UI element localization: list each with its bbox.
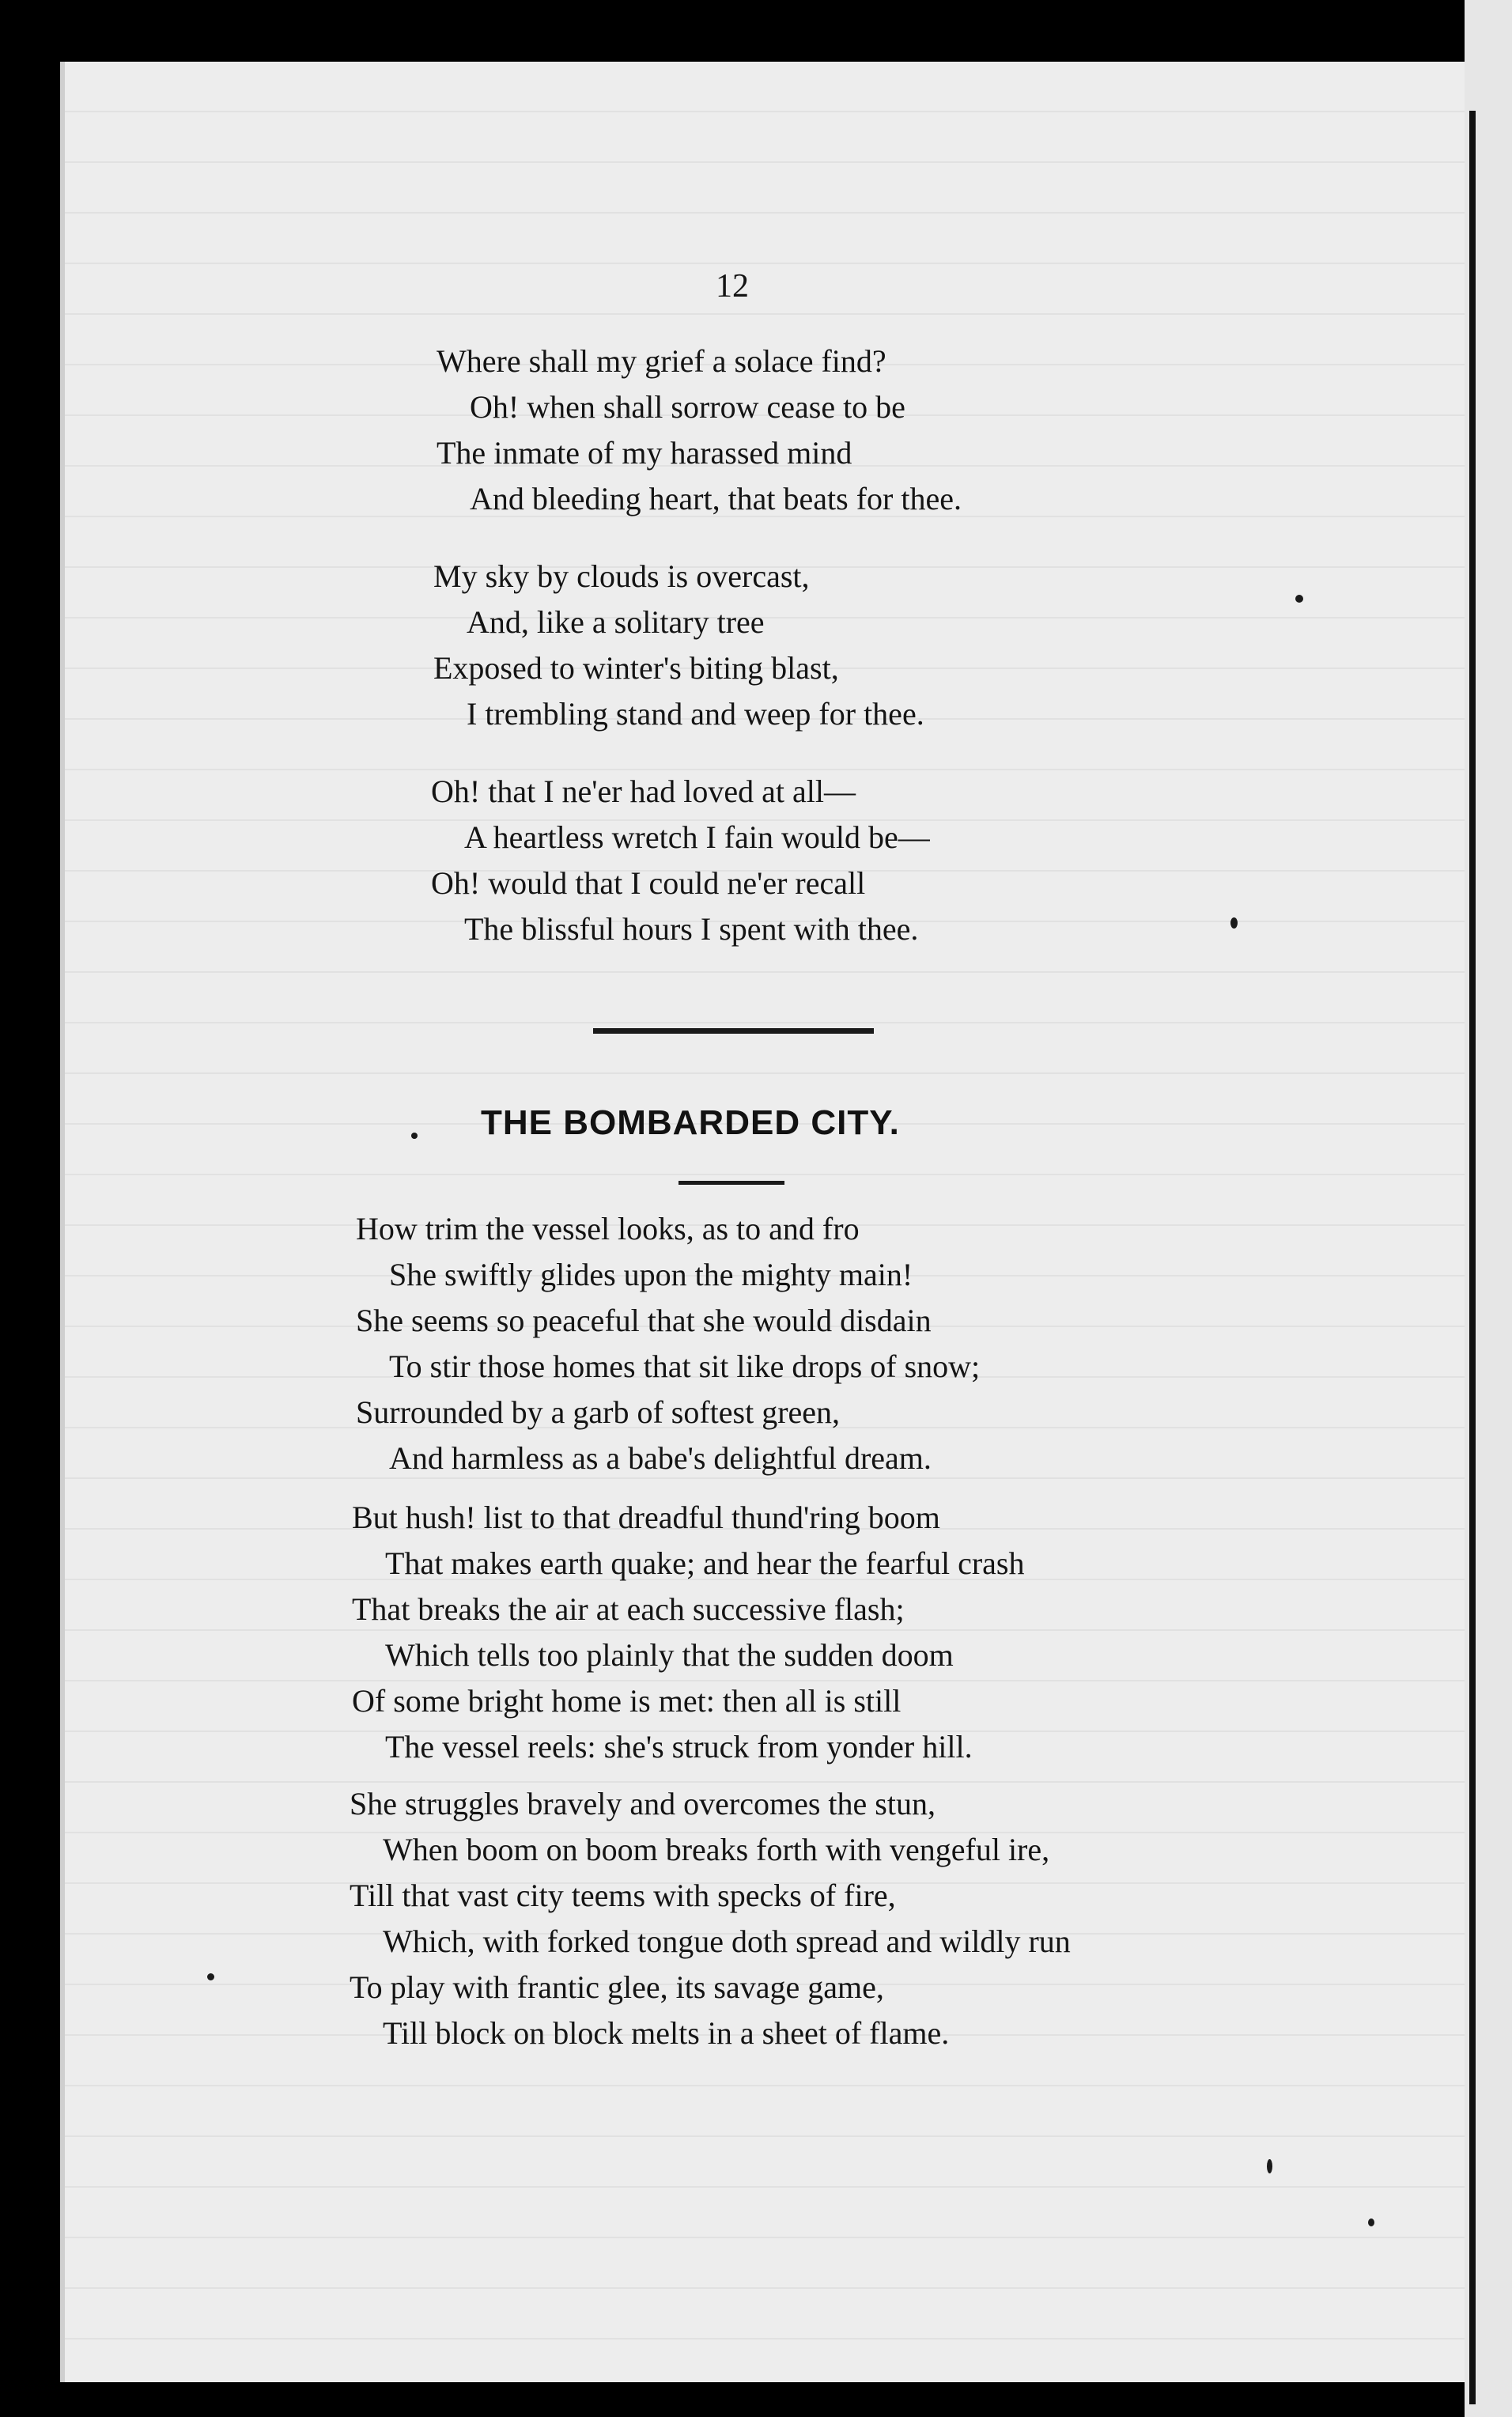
poem-line: But hush! list to that dreadful thund'ring boom [352,1500,940,1535]
poem-line: When boom on boom breaks forth with vengeful ire, [383,1832,1050,1867]
poem-line: Oh! that I ne'er had loved at all— [431,774,856,809]
poem-line: The vessel reels: she's struck from yonder hill. [385,1729,973,1765]
poem-line: And bleeding heart, that beats for thee. [470,481,962,516]
poem-line: Of some bright home is met: then all is still [352,1683,902,1719]
poem-line: A heartless wretch I fain would be— [464,819,930,855]
poem-line: Which tells too plainly that the sudden doom [385,1637,954,1673]
poem-line: Oh! would that I could ne'er recall [431,865,866,901]
poem1-stanza-1 [437,339,962,522]
poem-line: She swiftly glides upon the mighty main! [389,1257,913,1292]
poem-line: How trim the vessel looks, as to and fro [356,1211,860,1246]
poem-line: To stir those homes that sit like drops of snow; [389,1348,981,1384]
poem-line: The inmate of my harassed mind [437,435,852,471]
scan-speck [207,1973,214,1980]
poem-line: Till block on block melts in a sheet of flame. [383,2015,950,2051]
poem-title: THE BOMBARDED CITY. [481,1103,900,1142]
poem-line: She seems so peaceful that she would disdain [356,1303,932,1338]
poem-line: And harmless as a babe's delightful dream. [389,1440,932,1476]
scan-speck [1295,595,1303,603]
poem2-stanza-1 [356,1206,980,1481]
poem-line: And, like a solitary tree [467,604,765,640]
poem-line: To play with frantic glee, its savage game, [350,1969,884,2005]
section-divider [593,1028,874,1034]
poem-line: My sky by clouds is overcast, [433,558,810,594]
scan-speck [1368,2218,1374,2226]
poem2-stanza-2 [352,1495,1024,1770]
poem1-stanza-3 [431,769,930,952]
poem-line: She struggles bravely and overcomes the stun, [350,1786,936,1821]
poem1-stanza-2 [433,554,924,737]
poem-line: The blissful hours I spent with thee. [464,911,919,947]
poem-line: That makes earth quake; and hear the fearful crash [385,1545,1025,1581]
page-number: 12 [716,268,749,304]
scan-speck [1230,917,1238,929]
poem-line: Where shall my grief a solace find? [437,343,886,379]
poem-line: Surrounded by a garb of softest green, [356,1394,841,1430]
poem-line: I trembling stand and weep for thee. [467,696,924,732]
poem-line: Oh! when shall sorrow cease to be [470,389,905,425]
title-underline [679,1181,784,1185]
poem-line: Till that vast city teems with specks of fire, [350,1878,896,1913]
poem-line: Exposed to winter's biting blast, [433,650,839,686]
scan-speck [411,1133,418,1139]
poem-line: That breaks the air at each successive flash; [352,1591,905,1627]
poem2-stanza-3 [350,1781,1071,2056]
poem-line: Which, with forked tongue doth spread and wildly run [383,1923,1071,1959]
scan-speck [1267,2159,1272,2173]
binding-edge [1469,111,1476,2404]
